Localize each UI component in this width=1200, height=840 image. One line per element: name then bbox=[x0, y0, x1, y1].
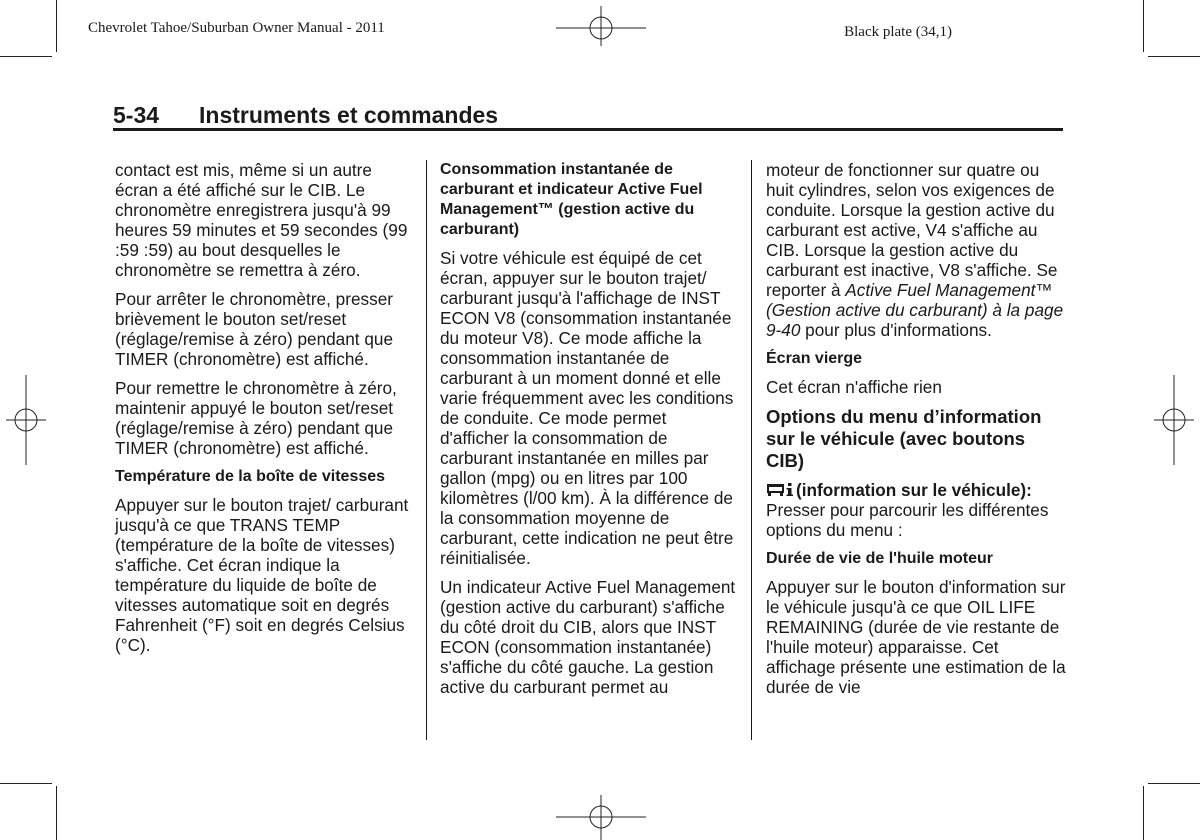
subheading: Température de la boîte de vitesses bbox=[115, 468, 386, 485]
crop-mark bbox=[56, 0, 57, 52]
paragraph-text: pour plus d'informations. bbox=[800, 320, 992, 340]
crop-mark bbox=[56, 786, 57, 840]
column-divider bbox=[751, 160, 752, 740]
column-1 bbox=[115, 160, 415, 664]
paragraph: Appuyer sur le bouton trajet/ carburant jusqu'à ce que TRANS TEMP (température de la boîte de vitesses) s'affiche. Cet écran indique la température du liquide de boîte de vitesses automatique soit en degrés Fahrenheit (°F) soit en degrés Celsius (°C). bbox=[115, 495, 409, 655]
column-2 bbox=[440, 160, 740, 706]
page-title bbox=[113, 102, 1063, 129]
paragraph: Pour arrêter le chronomètre, presser brièvement le bouton set/reset (réglage/remise à zéro) pendant que TIMER (chronomètre) est affiché. bbox=[115, 289, 394, 369]
paragraph bbox=[766, 160, 1066, 340]
paragraph: Si votre véhicule est équipé de cet écran, appuyer sur le bouton trajet/ carburant jusqu'à l'affichage de INST ECON V8 (consommation instantanée du moteur V8). Ce mode affiche la consommation instantanée de carburant à un moment donné et elle varie fréquemment avec les conditions de conduite. Ce mode permet d'afficher la consommation de carburant instantanée en milles par gallon (mpg) ou en litres par 100 kilomètres (l/00 km). À la différence de la consommation moyenne de carburant, cette indication ne peut être réinitialisée. bbox=[440, 248, 734, 568]
crop-mark bbox=[1148, 56, 1200, 57]
section-heading: Options du menu d’information sur le véhicule (avec boutons CIB) bbox=[766, 406, 1042, 471]
registration-mark-icon bbox=[6, 375, 46, 465]
crop-mark bbox=[1143, 0, 1144, 52]
column-divider bbox=[426, 160, 427, 740]
crop-mark bbox=[1148, 783, 1200, 784]
paragraph: Cet écran n'affiche rien bbox=[766, 377, 942, 397]
registration-mark-icon bbox=[556, 795, 646, 840]
subheading: Durée de vie de l'huile moteur bbox=[766, 550, 993, 567]
paragraph: Pour remettre le chronomètre à zéro, maintenir appuyé le bouton set/reset (réglage/remise à zéro) pendant que TIMER (chronomètre) est affiché. bbox=[115, 378, 397, 458]
running-header-left: Chevrolet Tahoe/Suburban Owner Manual - 2011 bbox=[88, 20, 385, 36]
registration-mark-icon bbox=[1154, 375, 1194, 465]
title-rule bbox=[113, 128, 1063, 131]
paragraph: Un indicateur Active Fuel Management (gestion active du carburant) s'affiche du côté droit du CIB, alors que INST ECON (consommation instantanée) s'affiche du côté gauche. La gestion active du carburant permet au bbox=[440, 577, 736, 697]
section-title: Instruments et commandes bbox=[199, 102, 499, 128]
paragraph-text: Presser pour parcourir les différentes options du menu : bbox=[766, 500, 1049, 540]
column-3 bbox=[766, 160, 1066, 706]
crop-mark bbox=[0, 783, 52, 784]
registration-mark-icon bbox=[556, 6, 646, 46]
crop-mark bbox=[1143, 786, 1144, 840]
page-number: 5-34 bbox=[113, 102, 160, 128]
crop-mark bbox=[0, 56, 52, 57]
paragraph: contact est mis, même si un autre écran a été affiché sur le CIB. Le chronomètre enregistrera jusqu'à 99 heures 59 minutes et 59 secondes (99 :59 :59) au bout desquelles le chronomètre se remettra à zéro. bbox=[115, 160, 408, 280]
subheading: Écran vierge bbox=[766, 350, 863, 367]
vehicle-info-icon bbox=[766, 482, 796, 498]
cross-reference: Active Fuel Management™ (Gestion active du carburant) à la page 9-40 bbox=[766, 280, 1064, 340]
subheading: Consommation instantanée de carburant et indicateur Active Fuel Management™ (gestion active du carburant) bbox=[440, 161, 703, 238]
paragraph: Appuyer sur le bouton d'information sur le véhicule jusqu'à ce que OIL LIFE REMAINING (durée de vie restante de l'huile moteur) apparaisse. Cet affichage présente une estimation de la durée de vie bbox=[766, 577, 1066, 697]
paragraph bbox=[766, 480, 1066, 540]
running-header-right: Black plate (34,1) bbox=[844, 24, 952, 40]
icon-caption: (information sur le véhicule): bbox=[796, 480, 1032, 500]
paragraph-text: moteur de fonctionner sur quatre ou huit cylindres, selon vos exigences de conduite. Lorsque la gestion active du carburant est active, V4 s'affiche au CIB. Lorsque la gestion active du carburant est inactive, V8 s'affiche. Se reporter à bbox=[766, 160, 1058, 300]
